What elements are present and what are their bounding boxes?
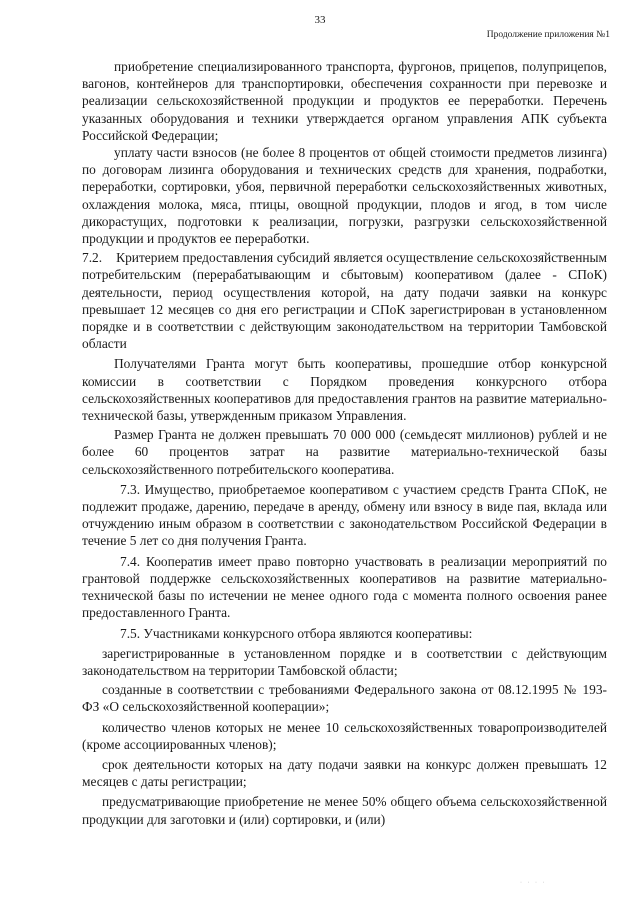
document-body — [82, 58, 607, 828]
appendix-note: Продолжение приложения №1 — [486, 30, 610, 40]
scan-artifact: · · · · — [520, 880, 547, 886]
page-number: 33 — [314, 14, 326, 26]
paragraph-7-4: 7.4. Кооператив имеет право повторно участвовать в реализации мероприятий по грантовой поддержке сельскохозяйственных кооперативов на развитие материально-технической базы по истечении не менее одного года с момента полного освоения ранее предоставленного Гранта. — [82, 553, 607, 621]
paragraph-7-2: 7.2. Критерием предоставления субсидий является осуществление сельскохозяйственным потребительским (перерабатывающим и сбытовым) кооперативом (далее - СПоК) деятельности, период осуществления которой, на дату подачи заявки на конкурс превышает 12 месяцев со дня его регистрации и СПоК зарегистрирован в установленном порядке и в соответствии с действующим законодательством на территории Тамбовской области — [82, 250, 607, 352]
paragraph-7-3: 7.3. Имущество, приобретаемое кооперативом с участием средств Гранта СПоК, не подлежит продаже, дарению, передаче в аренду, обмену или взносу в виде пая, вклада или отчуждению иным образом в соответствии с законодательством Российской Федерации в течение 5 лет со дня получения Гранта. — [82, 481, 607, 549]
paragraph-grant-recipients: Получателями Гранта могут быть кооперативы, прошедшие отбор конкурсной комиссии в соответствии с Порядком проведения конкурсного отбора сельскохозяйственных кооперативов для предоставления грантов на развитие материально-технической базы, утвержденным приказом Управления. — [82, 356, 607, 424]
list-item-members-count: количество членов которых не менее 10 сельскохозяйственных товаропроизводителей (кроме ассоциированных членов); — [82, 719, 607, 752]
paragraph-transport-purchase: приобретение специализированного транспорта, фургонов, прицепов, полуприцепов, вагонов, контейнеров для транспортировки, обеспечения сохранности при перевозке и реализации сельскохозяйственной продукции и продуктов ее переработки. Перечень указанных оборудования и техники утверждается органом управления АПК субъекта Российской Федерации; — [82, 59, 607, 143]
paragraph-leasing-payment: уплату части взносов (не более 8 процентов от общей стоимости предметов лизинга) по договорам лизинга оборудования и технических средств для хранения, подработки, переработки, сортировки, убоя, первичной переработки сельскохозяйственных животных, охлаждения молока, мяса, птицы, овощной продукции, плодов и ягод, в том числе дикорастущих, подготовки к реализации, погрузки, разгрузки сельскохозяйственной продукции и продуктов ее переработки. — [82, 145, 607, 247]
list-item-activity-period: срок деятельности которых на дату подачи заявки на конкурс должен превышать 12 месяцев с даты регистрации; — [82, 756, 607, 790]
list-item-production-volume: предусматривающие приобретение не менее 50% общего объема сельскохозяйственной продукции для заготовки и (или) сортировки, и (или) — [82, 794, 607, 827]
list-item-registered: зарегистрированные в установленном порядке и в соответствии с действующим законодательством на территории Тамбовской области; — [82, 645, 607, 678]
paragraph-7-5: 7.5. Участниками конкурсного отбора являются кооперативы: — [120, 625, 473, 641]
paragraph-grant-size: Размер Гранта не должен превышать 70 000 000 (семьдесят миллионов) рублей и не более 60 процентов затрат на развитие материально-технической базы сельскохозяйственного потребительского кооператива. — [82, 427, 607, 477]
list-item-created: созданные в соответствии с требованиями Федерального закона от 08.12.1995 № 193-ФЗ «О сельскохозяйственной кооперации»; — [82, 682, 607, 715]
